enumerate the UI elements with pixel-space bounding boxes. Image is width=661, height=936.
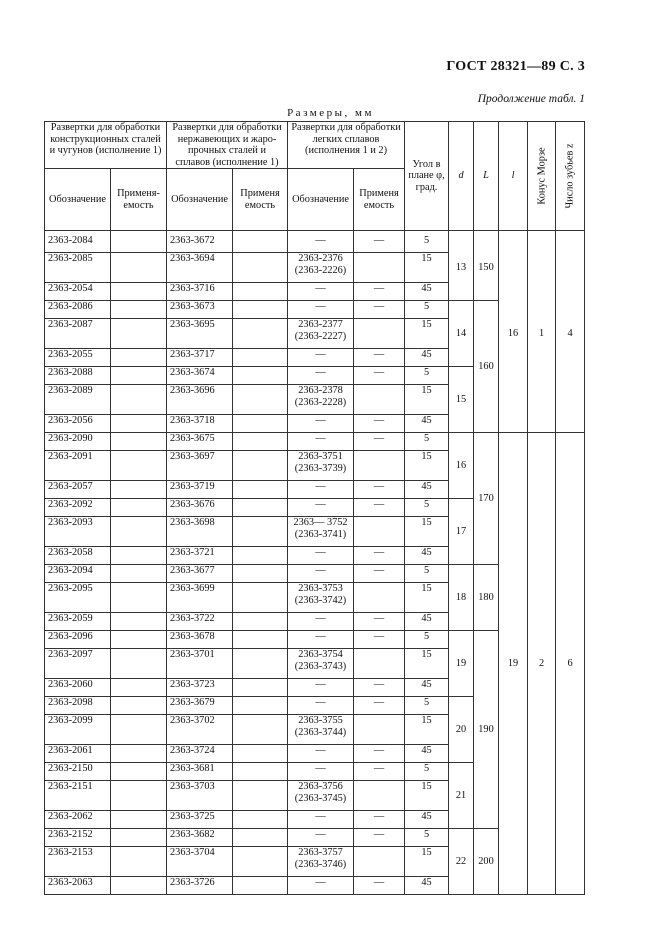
d-value-cell: 22 xyxy=(449,829,474,895)
g1-designation-cell: 2363-2152 xyxy=(45,829,111,847)
g1-designation-cell: 2363-2095 xyxy=(45,583,111,613)
angle-cell: 45 xyxy=(405,547,449,565)
angle-cell: 5 xyxy=(405,763,449,781)
g3-designation-cell xyxy=(288,367,354,385)
g1-designation-cell: 2363-2150 xyxy=(45,763,111,781)
g3-designation-cell xyxy=(288,583,354,613)
g2-applicability-cell xyxy=(233,847,288,877)
group1-header: Развертки для обработки конструкционных сталей и чугунов (исполнение 1) xyxy=(45,122,167,169)
g2-designation-cell: 2363-3725 xyxy=(167,811,233,829)
g3-applicability-cell xyxy=(354,715,405,745)
g3-designation-cell xyxy=(288,499,354,517)
g1-applicability-cell xyxy=(111,451,167,481)
g1-applicability-cell xyxy=(111,745,167,763)
g2-designation-cell: 2363-3721 xyxy=(167,547,233,565)
g2-designation-cell: 2363-3699 xyxy=(167,583,233,613)
g1-designation-cell: 2363-2085 xyxy=(45,253,111,283)
angle-cell: 15 xyxy=(405,385,449,415)
angle-cell: 5 xyxy=(405,231,449,253)
morse-value-cell: 2 xyxy=(528,433,556,895)
g2-applicability-cell xyxy=(233,253,288,283)
angle-cell: 45 xyxy=(405,877,449,895)
g1-applicability-cell xyxy=(111,847,167,877)
g3-designation-header: Обозначение xyxy=(288,169,354,231)
g1-applicability-cell xyxy=(111,415,167,433)
g3-applicability-cell xyxy=(354,319,405,349)
g1-applicability-cell xyxy=(111,349,167,367)
g3-designation-cell xyxy=(288,649,354,679)
d-value-cell: 17 xyxy=(449,499,474,565)
teeth-count-header: Число зубьев z xyxy=(556,122,585,231)
g2-applicability-cell xyxy=(233,481,288,499)
g3-designation-line: — xyxy=(315,811,326,822)
g3-designation-cell xyxy=(288,811,354,829)
g3-applicability-cell: — xyxy=(354,349,405,367)
g2-applicability-header: Применя емость xyxy=(233,169,288,231)
L-value-cell: 180 xyxy=(474,565,499,631)
g2-designation-cell: 2363-3672 xyxy=(167,231,233,253)
g3-designation-cell xyxy=(288,385,354,415)
g1-designation-cell: 2363-2058 xyxy=(45,547,111,565)
g3-designation-line: — xyxy=(315,415,326,426)
angle-cell: 15 xyxy=(405,451,449,481)
g1-designation-cell: 2363-2063 xyxy=(45,877,111,895)
g2-applicability-cell xyxy=(233,547,288,565)
g2-designation-cell: 2363-3724 xyxy=(167,745,233,763)
g2-designation-cell: 2363-3675 xyxy=(167,433,233,451)
g3-designation-cell xyxy=(288,349,354,367)
g1-designation-cell: 2363-2153 xyxy=(45,847,111,877)
g3-applicability-cell: — xyxy=(354,745,405,763)
g2-designation-cell: 2363-3679 xyxy=(167,697,233,715)
g1-applicability-cell xyxy=(111,301,167,319)
g3-applicability-cell: — xyxy=(354,415,405,433)
g1-designation-cell: 2363-2089 xyxy=(45,385,111,415)
g3-applicability-cell: — xyxy=(354,301,405,319)
dimensions-units-caption: Размеры, мм xyxy=(287,107,374,119)
g3-designation-cell xyxy=(288,517,354,547)
g3-applicability-cell: — xyxy=(354,679,405,697)
g1-applicability-cell xyxy=(111,231,167,253)
d-value-cell: 14 xyxy=(449,301,474,367)
angle-cell: 15 xyxy=(405,319,449,349)
g1-applicability-cell xyxy=(111,679,167,697)
g3-applicability-cell xyxy=(354,253,405,283)
d-header: d xyxy=(449,122,474,231)
angle-cell: 5 xyxy=(405,433,449,451)
g1-applicability-header: Применя-емость xyxy=(111,169,167,231)
g1-designation-cell: 2363-2087 xyxy=(45,319,111,349)
g3-applicability-cell xyxy=(354,649,405,679)
g3-designation-cell xyxy=(288,451,354,481)
angle-cell: 5 xyxy=(405,829,449,847)
g3-designation-line: 2363-2378 xyxy=(298,385,343,396)
g2-applicability-cell xyxy=(233,877,288,895)
g2-applicability-cell xyxy=(233,231,288,253)
g3-applicability-cell: — xyxy=(354,231,405,253)
g3-applicability-cell: — xyxy=(354,829,405,847)
g3-designation-line: 2363-2376 xyxy=(298,253,343,264)
g3-designation-line: 2363— 3752 xyxy=(293,517,348,528)
g3-designation-alt: (2363-2226) xyxy=(294,264,347,276)
g3-applicability-cell: — xyxy=(354,613,405,631)
g3-designation-line: — xyxy=(315,697,326,708)
g3-designation-line: — xyxy=(315,349,326,360)
g2-applicability-cell xyxy=(233,451,288,481)
g3-designation-alt: (2363-3742) xyxy=(294,594,347,606)
teeth-value-cell: 4 xyxy=(556,231,585,433)
g3-designation-cell xyxy=(288,283,354,301)
g2-applicability-cell xyxy=(233,499,288,517)
g1-designation-cell: 2363-2090 xyxy=(45,433,111,451)
g3-designation-line: 2363-3753 xyxy=(298,583,343,594)
d-value-cell: 18 xyxy=(449,565,474,631)
g1-designation-cell: 2363-2061 xyxy=(45,745,111,763)
g1-applicability-cell xyxy=(111,631,167,649)
g3-applicability-cell: — xyxy=(354,283,405,301)
d-value-cell: 16 xyxy=(449,433,474,499)
g3-designation-line: — xyxy=(315,301,326,312)
g1-applicability-cell xyxy=(111,433,167,451)
L-value-cell: 170 xyxy=(474,433,499,565)
L-header: L xyxy=(474,122,499,231)
g1-designation-cell: 2363-2099 xyxy=(45,715,111,745)
group2-header: Развертки для обработки нержавеющих и жаро-прочных сталей и сплавов (исполнение 1) xyxy=(167,122,288,169)
g1-designation-cell: 2363-2060 xyxy=(45,679,111,697)
angle-cell: 5 xyxy=(405,367,449,385)
g2-designation-cell: 2363-3702 xyxy=(167,715,233,745)
g1-applicability-cell xyxy=(111,829,167,847)
g1-designation-cell: 2363-2084 xyxy=(45,231,111,253)
g3-designation-alt: (2363-3746) xyxy=(294,858,347,870)
angle-cell: 5 xyxy=(405,565,449,583)
g3-designation-line: — xyxy=(315,547,326,558)
angle-cell: 15 xyxy=(405,253,449,283)
g3-applicability-cell xyxy=(354,781,405,811)
g1-designation-cell: 2363-2055 xyxy=(45,349,111,367)
g2-designation-cell: 2363-3719 xyxy=(167,481,233,499)
g3-designation-cell xyxy=(288,415,354,433)
g1-designation-cell: 2363-2086 xyxy=(45,301,111,319)
d-value-cell: 13 xyxy=(449,231,474,301)
angle-cell: 5 xyxy=(405,499,449,517)
g3-applicability-cell: — xyxy=(354,763,405,781)
g1-designation-cell: 2363-2056 xyxy=(45,415,111,433)
table-row xyxy=(45,433,585,451)
group3-header: Развертки для обработки легких сплавов (исполнения 1 и 2) xyxy=(288,122,405,169)
g2-designation-cell: 2363-3717 xyxy=(167,349,233,367)
g1-designation-header: Обозначение xyxy=(45,169,111,231)
g3-designation-cell xyxy=(288,679,354,697)
g3-designation-line: — xyxy=(315,679,326,690)
g3-designation-line: — xyxy=(315,499,326,510)
angle-cell: 45 xyxy=(405,349,449,367)
g2-applicability-cell xyxy=(233,715,288,745)
g3-designation-cell xyxy=(288,481,354,499)
g2-designation-cell: 2363-3698 xyxy=(167,517,233,547)
g2-applicability-cell xyxy=(233,697,288,715)
g3-designation-alt: (2363-3743) xyxy=(294,660,347,672)
g2-designation-cell: 2363-3677 xyxy=(167,565,233,583)
g3-designation-line: 2363-2377 xyxy=(298,319,343,330)
g1-applicability-cell xyxy=(111,253,167,283)
g3-designation-line: — xyxy=(315,565,326,576)
L-value-cell: 150 xyxy=(474,231,499,301)
g1-applicability-cell xyxy=(111,715,167,745)
standard-header: ГОСТ 28321—89 С. 3 xyxy=(446,59,585,74)
g3-designation-line: — xyxy=(315,367,326,378)
g1-designation-cell: 2363-2151 xyxy=(45,781,111,811)
angle-cell: 5 xyxy=(405,697,449,715)
g3-designation-line: — xyxy=(315,283,326,294)
angle-cell: 45 xyxy=(405,811,449,829)
g2-applicability-cell xyxy=(233,649,288,679)
g2-applicability-cell xyxy=(233,301,288,319)
g3-designation-alt: (2363-3745) xyxy=(294,792,347,804)
g1-applicability-cell xyxy=(111,319,167,349)
g2-designation-cell: 2363-3701 xyxy=(167,649,233,679)
g3-applicability-cell xyxy=(354,385,405,415)
g1-designation-cell: 2363-2093 xyxy=(45,517,111,547)
g1-applicability-cell xyxy=(111,385,167,415)
g3-designation-line: 2363-3751 xyxy=(298,451,343,462)
g1-applicability-cell xyxy=(111,583,167,613)
g3-applicability-cell xyxy=(354,517,405,547)
g2-designation-cell: 2363-3722 xyxy=(167,613,233,631)
g2-applicability-cell xyxy=(233,433,288,451)
g2-designation-cell: 2363-3703 xyxy=(167,781,233,811)
g3-designation-line: — xyxy=(315,235,326,246)
g1-applicability-cell xyxy=(111,781,167,811)
l-header: l xyxy=(499,122,528,231)
morse-taper-header: Конус Морзе xyxy=(528,122,556,231)
g3-designation-line: — xyxy=(315,829,326,840)
g3-designation-cell xyxy=(288,781,354,811)
g2-applicability-cell xyxy=(233,349,288,367)
g2-designation-cell: 2363-3694 xyxy=(167,253,233,283)
g3-designation-line: — xyxy=(315,763,326,774)
g3-designation-cell xyxy=(288,319,354,349)
g2-designation-cell: 2363-3726 xyxy=(167,877,233,895)
g3-applicability-cell: — xyxy=(354,631,405,649)
g1-applicability-cell xyxy=(111,811,167,829)
g3-designation-line: 2363-3755 xyxy=(298,715,343,726)
g1-applicability-cell xyxy=(111,763,167,781)
table-continuation-note: Продолжение табл. 1 xyxy=(477,93,585,105)
g3-applicability-cell: — xyxy=(354,565,405,583)
g1-designation-cell: 2363-2054 xyxy=(45,283,111,301)
g3-designation-cell xyxy=(288,547,354,565)
L-value-cell: 190 xyxy=(474,631,499,829)
g1-designation-cell: 2363-2096 xyxy=(45,631,111,649)
g2-designation-cell: 2363-3676 xyxy=(167,499,233,517)
g3-designation-cell xyxy=(288,253,354,283)
g3-designation-alt: (2363-3744) xyxy=(294,726,347,738)
g1-applicability-cell xyxy=(111,517,167,547)
g1-designation-cell: 2363-2097 xyxy=(45,649,111,679)
g2-applicability-cell xyxy=(233,763,288,781)
g3-designation-line: 2363-3754 xyxy=(298,649,343,660)
g3-applicability-cell: — xyxy=(354,433,405,451)
g2-applicability-cell xyxy=(233,679,288,697)
g2-designation-cell: 2363-3695 xyxy=(167,319,233,349)
g3-applicability-cell: — xyxy=(354,877,405,895)
g2-designation-cell: 2363-3696 xyxy=(167,385,233,415)
g3-applicability-cell xyxy=(354,583,405,613)
g1-designation-cell: 2363-2091 xyxy=(45,451,111,481)
g2-applicability-cell xyxy=(233,415,288,433)
g3-designation-cell xyxy=(288,433,354,451)
g2-applicability-cell xyxy=(233,517,288,547)
g2-applicability-cell xyxy=(233,745,288,763)
g1-applicability-cell xyxy=(111,367,167,385)
L-value-cell: 160 xyxy=(474,301,499,433)
g3-designation-cell xyxy=(288,301,354,319)
g2-applicability-cell xyxy=(233,283,288,301)
table-body xyxy=(45,231,585,895)
table-row xyxy=(45,231,585,253)
g3-designation-line: 2363-3757 xyxy=(298,847,343,858)
g2-applicability-cell xyxy=(233,829,288,847)
g2-applicability-cell xyxy=(233,613,288,631)
angle-cell: 15 xyxy=(405,517,449,547)
g3-designation-line: — xyxy=(315,877,326,888)
g2-designation-cell: 2363-3716 xyxy=(167,283,233,301)
angle-cell: 45 xyxy=(405,613,449,631)
g2-applicability-cell xyxy=(233,319,288,349)
g3-applicability-cell xyxy=(354,847,405,877)
g3-designation-cell xyxy=(288,697,354,715)
g2-applicability-cell xyxy=(233,565,288,583)
g3-applicability-cell: — xyxy=(354,367,405,385)
g3-designation-line: — xyxy=(315,481,326,492)
g2-designation-cell: 2363-3673 xyxy=(167,301,233,319)
g3-designation-cell xyxy=(288,565,354,583)
angle-cell: 45 xyxy=(405,283,449,301)
g1-applicability-cell xyxy=(111,877,167,895)
g2-applicability-cell xyxy=(233,811,288,829)
g2-designation-header: Обозначение xyxy=(167,169,233,231)
g3-designation-cell xyxy=(288,847,354,877)
g3-designation-cell xyxy=(288,715,354,745)
g1-designation-cell: 2363-2062 xyxy=(45,811,111,829)
g3-designation-cell xyxy=(288,745,354,763)
g2-applicability-cell xyxy=(233,367,288,385)
g3-designation-cell xyxy=(288,231,354,253)
teeth-value-cell: 6 xyxy=(556,433,585,895)
g3-designation-cell xyxy=(288,829,354,847)
l-value-cell: 19 xyxy=(499,433,528,895)
angle-cell: 15 xyxy=(405,649,449,679)
angle-cell: 45 xyxy=(405,415,449,433)
g2-designation-cell: 2363-3681 xyxy=(167,763,233,781)
g3-designation-cell xyxy=(288,763,354,781)
g2-designation-cell: 2363-3718 xyxy=(167,415,233,433)
d-value-cell: 15 xyxy=(449,367,474,433)
g3-designation-cell xyxy=(288,613,354,631)
g1-applicability-cell xyxy=(111,649,167,679)
angle-header: Угол в плане φ, град. xyxy=(405,122,449,231)
g1-designation-cell: 2363-2059 xyxy=(45,613,111,631)
d-value-cell: 21 xyxy=(449,763,474,829)
g3-applicability-cell: — xyxy=(354,547,405,565)
g3-designation-cell xyxy=(288,631,354,649)
g1-applicability-cell xyxy=(111,481,167,499)
g2-designation-cell: 2363-3682 xyxy=(167,829,233,847)
angle-cell: 45 xyxy=(405,679,449,697)
morse-value-cell: 1 xyxy=(528,231,556,433)
g2-applicability-cell xyxy=(233,583,288,613)
g3-designation-line: — xyxy=(315,433,326,444)
angle-cell: 45 xyxy=(405,481,449,499)
g3-applicability-cell: — xyxy=(354,481,405,499)
g1-designation-cell: 2363-2092 xyxy=(45,499,111,517)
g3-applicability-cell xyxy=(354,451,405,481)
g1-applicability-cell xyxy=(111,613,167,631)
g2-designation-cell: 2363-3704 xyxy=(167,847,233,877)
g3-applicability-cell: — xyxy=(354,811,405,829)
d-value-cell: 19 xyxy=(449,631,474,697)
g2-designation-cell: 2363-3678 xyxy=(167,631,233,649)
g1-applicability-cell xyxy=(111,565,167,583)
g3-designation-alt: (2363-2228) xyxy=(294,396,347,408)
d-value-cell: 20 xyxy=(449,697,474,763)
g1-applicability-cell xyxy=(111,283,167,301)
g2-applicability-cell xyxy=(233,385,288,415)
g1-designation-cell: 2363-2057 xyxy=(45,481,111,499)
angle-cell: 15 xyxy=(405,583,449,613)
g3-designation-alt: (2363-3741) xyxy=(294,528,347,540)
angle-cell: 15 xyxy=(405,715,449,745)
g1-applicability-cell xyxy=(111,547,167,565)
g3-designation-line: — xyxy=(315,631,326,642)
g3-applicability-cell: — xyxy=(354,697,405,715)
g3-designation-alt: (2363-2227) xyxy=(294,330,347,342)
angle-cell: 15 xyxy=(405,847,449,877)
angle-cell: 5 xyxy=(405,301,449,319)
reamer-dimensions-table xyxy=(44,121,585,895)
g1-designation-cell: 2363-2088 xyxy=(45,367,111,385)
g2-applicability-cell xyxy=(233,781,288,811)
g3-designation-line: 2363-3756 xyxy=(298,781,343,792)
g1-applicability-cell xyxy=(111,697,167,715)
g1-designation-cell: 2363-2094 xyxy=(45,565,111,583)
g3-designation-line: — xyxy=(315,613,326,624)
g3-applicability-cell: — xyxy=(354,499,405,517)
l-value-cell: 16 xyxy=(499,231,528,433)
g2-designation-cell: 2363-3697 xyxy=(167,451,233,481)
g1-designation-cell: 2363-2098 xyxy=(45,697,111,715)
g2-designation-cell: 2363-3674 xyxy=(167,367,233,385)
L-value-cell: 200 xyxy=(474,829,499,895)
g1-applicability-cell xyxy=(111,499,167,517)
g2-applicability-cell xyxy=(233,631,288,649)
g3-designation-line: — xyxy=(315,745,326,756)
g3-designation-cell xyxy=(288,877,354,895)
g3-designation-alt: (2363-3739) xyxy=(294,462,347,474)
angle-cell: 5 xyxy=(405,631,449,649)
g2-designation-cell: 2363-3723 xyxy=(167,679,233,697)
angle-cell: 45 xyxy=(405,745,449,763)
g3-applicability-header: Применя емость xyxy=(354,169,405,231)
angle-cell: 15 xyxy=(405,781,449,811)
